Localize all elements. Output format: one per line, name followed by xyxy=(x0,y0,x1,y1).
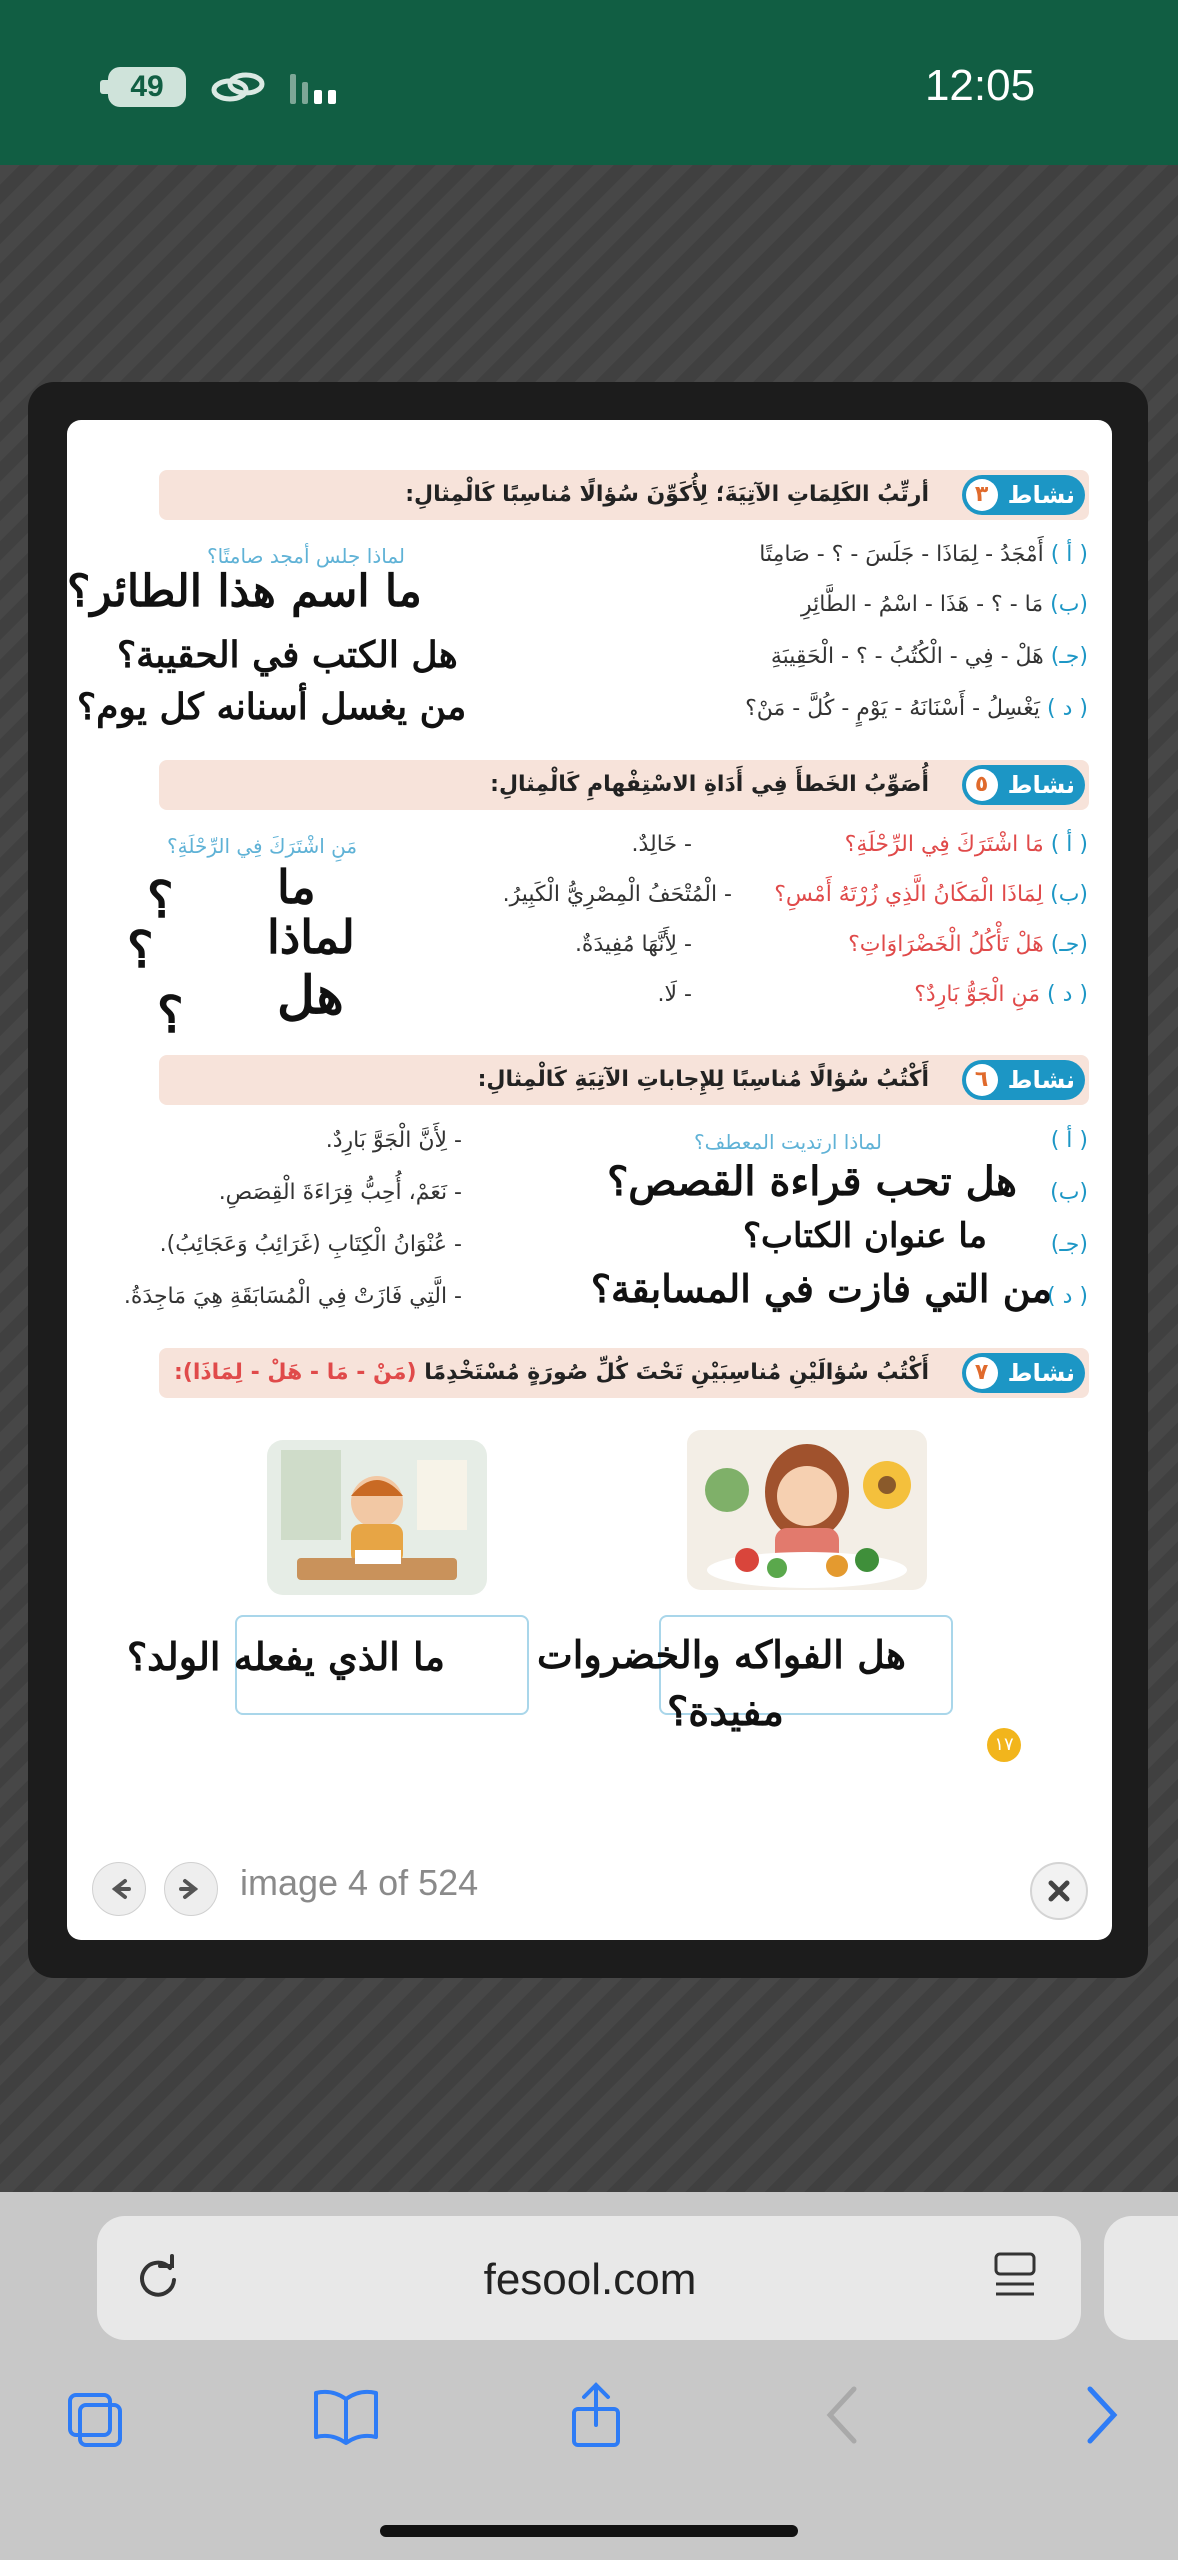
forward-icon[interactable] xyxy=(1060,2375,1140,2455)
item-question: هَلْ تَأْكُلُ الْخَضْرَاوَاتِ؟ xyxy=(848,932,1044,957)
close-button[interactable] xyxy=(1030,1862,1088,1920)
question-line xyxy=(771,644,1088,669)
next-tab-preview[interactable] xyxy=(1104,2216,1178,2340)
boy-reading-image xyxy=(267,1440,487,1595)
item-text: يَغْسِلُ - أَسْنَانَهُ - يَوْمٍ - كُلَّ - مَنْ؟ xyxy=(745,696,1041,721)
handwritten-answer: ما عنوان الكتاب؟ xyxy=(742,1216,987,1256)
item-letter: (جـ) xyxy=(1050,644,1088,669)
badge-label: نشاط xyxy=(1007,1359,1075,1387)
activity-badge xyxy=(962,765,1085,805)
item-answer: - لِأَنَّ الْجَوَّ بَارِدٌ. xyxy=(325,1128,462,1153)
question-line xyxy=(1050,1180,1088,1205)
item-text: أَمْجَدُ - لِمَاذَا - جَلَسَ - ؟ - صَامِتًا xyxy=(759,542,1044,567)
activity-number: ٥ xyxy=(966,769,998,801)
share-icon[interactable] xyxy=(556,2375,636,2455)
tabs-icon[interactable] xyxy=(56,2375,136,2455)
signal-icon xyxy=(288,68,348,108)
activity-number: ٣ xyxy=(966,479,998,511)
item-answer: - الَّتِي فَازَتْ فِي الْمُسَابَقَةِ هِيَ مَاجِدَةُ. xyxy=(123,1284,462,1309)
question-line xyxy=(1051,1232,1088,1257)
activity-6-banner xyxy=(159,1055,1089,1105)
reload-icon[interactable] xyxy=(130,2250,186,2306)
activity-badge xyxy=(962,1060,1085,1100)
link-icon xyxy=(208,66,268,108)
question-line xyxy=(759,542,1088,567)
activity-number: ٦ xyxy=(966,1064,998,1096)
handwritten-mark: ؟ xyxy=(157,985,184,1044)
arrow-right-icon xyxy=(165,1863,217,1915)
handwritten-mark: ؟ xyxy=(147,870,174,929)
handwritten-answer: هل xyxy=(277,965,344,1026)
activity-badge xyxy=(962,475,1085,515)
next-button[interactable] xyxy=(164,1862,218,1916)
handwritten-answer: هل الكتب في الحقيبة؟ xyxy=(117,634,458,676)
reader-menu-icon[interactable] xyxy=(990,2248,1040,2306)
item-letter: ( أ ) xyxy=(1050,542,1088,567)
item-letter: ( أ ) xyxy=(1050,1128,1088,1153)
item-text: مَا - ؟ - هَذَا - اسْمُ - الطَّائِرِ xyxy=(800,592,1044,617)
activity-3-banner xyxy=(159,470,1089,520)
activity-5-banner xyxy=(159,760,1089,810)
handwritten-mark: ؟ xyxy=(127,920,154,979)
lightbox-image[interactable] xyxy=(67,420,1112,1940)
prev-button[interactable] xyxy=(92,1862,146,1916)
item-answer: - لَا. xyxy=(657,982,692,1007)
activity-title: أرتِّبُ الكَلِمَاتِ الآتِيَةَ؛ لِأُكَوِّنَ سُؤالًا مُناسِبًا كَالْمِثالِ: xyxy=(405,482,929,507)
activity-badge xyxy=(962,1353,1085,1393)
activity-title: أَكْتُبُ سُؤالًا مُناسِبًا لِلإِجاباتِ الآتِيَةِ كَالْمِثالِ: xyxy=(477,1067,929,1092)
battery-indicator: 49 xyxy=(108,67,186,107)
item-question: لِمَاذَا الْمَكَانُ الَّذِي زُرْتَهُ أَمْسِ؟ xyxy=(774,882,1044,907)
question-line xyxy=(774,882,1088,907)
question-line xyxy=(845,832,1088,857)
url-text[interactable]: fesool.com xyxy=(483,2255,697,2304)
item-letter: (ب) xyxy=(1050,1180,1088,1205)
activity-number: ٧ xyxy=(966,1357,998,1389)
back-icon[interactable] xyxy=(806,2375,886,2455)
item-answer: - خَالِدٌ. xyxy=(631,832,692,857)
activity-title xyxy=(174,1348,929,1398)
item-answer: - لِأَنَّهَا مُفِيدَةٌ. xyxy=(574,932,692,957)
item-answer: - عُنْوَانُ الْكِتَابِ (غَرَائِبُ وَعَجَائِبُ). xyxy=(159,1232,462,1257)
item-letter: (ب) xyxy=(1050,592,1088,617)
item-question: مَا اشْتَرَكَ فِي الرِّحْلَةِ؟ xyxy=(844,832,1044,857)
item-letter: (جـ) xyxy=(1050,932,1088,957)
badge-label: نشاط xyxy=(1007,771,1075,799)
item-letter: (جـ) xyxy=(1050,1232,1088,1257)
image-counter: image 4 of 524 xyxy=(240,1862,479,1903)
item-letter: (ب) xyxy=(1050,882,1088,907)
item-answer: - نَعَمْ، أُحِبُّ قِرَاءَةَ الْقِصَصِ. xyxy=(218,1180,462,1205)
question-line xyxy=(848,932,1088,957)
question-line xyxy=(745,696,1088,721)
item-letter: ( د ) xyxy=(1047,696,1088,721)
handwritten-answer: مفيدة؟ xyxy=(667,1688,784,1735)
close-icon xyxy=(1032,1864,1086,1918)
item-answer: - الْمُتْحَفُ الْمِصْرِيُّ الْكَبِيرُ. xyxy=(502,882,732,907)
item-letter: ( د ) xyxy=(1047,1284,1088,1309)
handwritten-answer: ما الذي يفعله الولد؟ xyxy=(127,1634,445,1679)
bookmarks-icon[interactable] xyxy=(306,2375,386,2455)
sample-answer: لماذا جلس أمجد صامتًا؟ xyxy=(207,544,405,568)
item-text: هَلْ - فِي - الْكُتُبُ - ؟ - الْحَقِيبَةِ xyxy=(770,644,1044,669)
clock: 12:05 xyxy=(924,61,1036,110)
item-letter: ( د ) xyxy=(1047,982,1088,1007)
home-indicator[interactable] xyxy=(380,2525,798,2537)
activity-7-banner xyxy=(159,1348,1089,1398)
handwritten-answer: هل تحب قراءة القصص؟ xyxy=(607,1158,1017,1205)
question-line xyxy=(801,592,1088,617)
badge-label: نشاط xyxy=(1007,1066,1075,1094)
girl-vegetables-image xyxy=(687,1430,927,1590)
arrow-left-icon xyxy=(93,1863,145,1915)
handwritten-answer: هل الفواكه والخضروات xyxy=(537,1632,906,1677)
badge-label: نشاط xyxy=(1007,481,1075,509)
question-line xyxy=(1051,1128,1088,1153)
handwritten-answer: ما xyxy=(277,860,316,914)
item-question: مَنِ الْجَوُّ بَارِدٌ؟ xyxy=(914,982,1041,1007)
handwritten-answer: من يغسل أسنانه كل يوم؟ xyxy=(77,686,467,728)
activity-title-text: أَكْتُبُ سُؤالَيْنِ مُناسِبَيْنِ تَحْتَ كُلِّ صُورَةٍ مُسْتَخْدِمًا xyxy=(424,1360,929,1385)
sample-answer: مَنِ اشْتَرَكَ فِي الرِّحْلَةِ؟ xyxy=(167,834,358,858)
sample-answer: لماذا ارتديت المعطف؟ xyxy=(694,1130,882,1154)
handwritten-answer: من التي فازت في المسابقة؟ xyxy=(590,1266,1052,1311)
item-letter: ( أ ) xyxy=(1050,832,1088,857)
question-line xyxy=(1047,1284,1088,1309)
handwritten-answer: لماذا xyxy=(267,910,355,964)
activity-tools: (مَنْ - مَا - هَلْ - لِمَاذَا): xyxy=(173,1360,417,1385)
handwritten-answer: ما اسم هذا الطائر؟ xyxy=(67,566,422,617)
page-number-badge: ١٧ xyxy=(987,1728,1021,1762)
question-line xyxy=(914,982,1088,1007)
battery-tip xyxy=(100,80,108,94)
activity-title: أُصَوِّبُ الخَطأَ فِي أَدَاةِ الاسْتِفْهامِ كَالْمِثالِ: xyxy=(490,772,929,797)
